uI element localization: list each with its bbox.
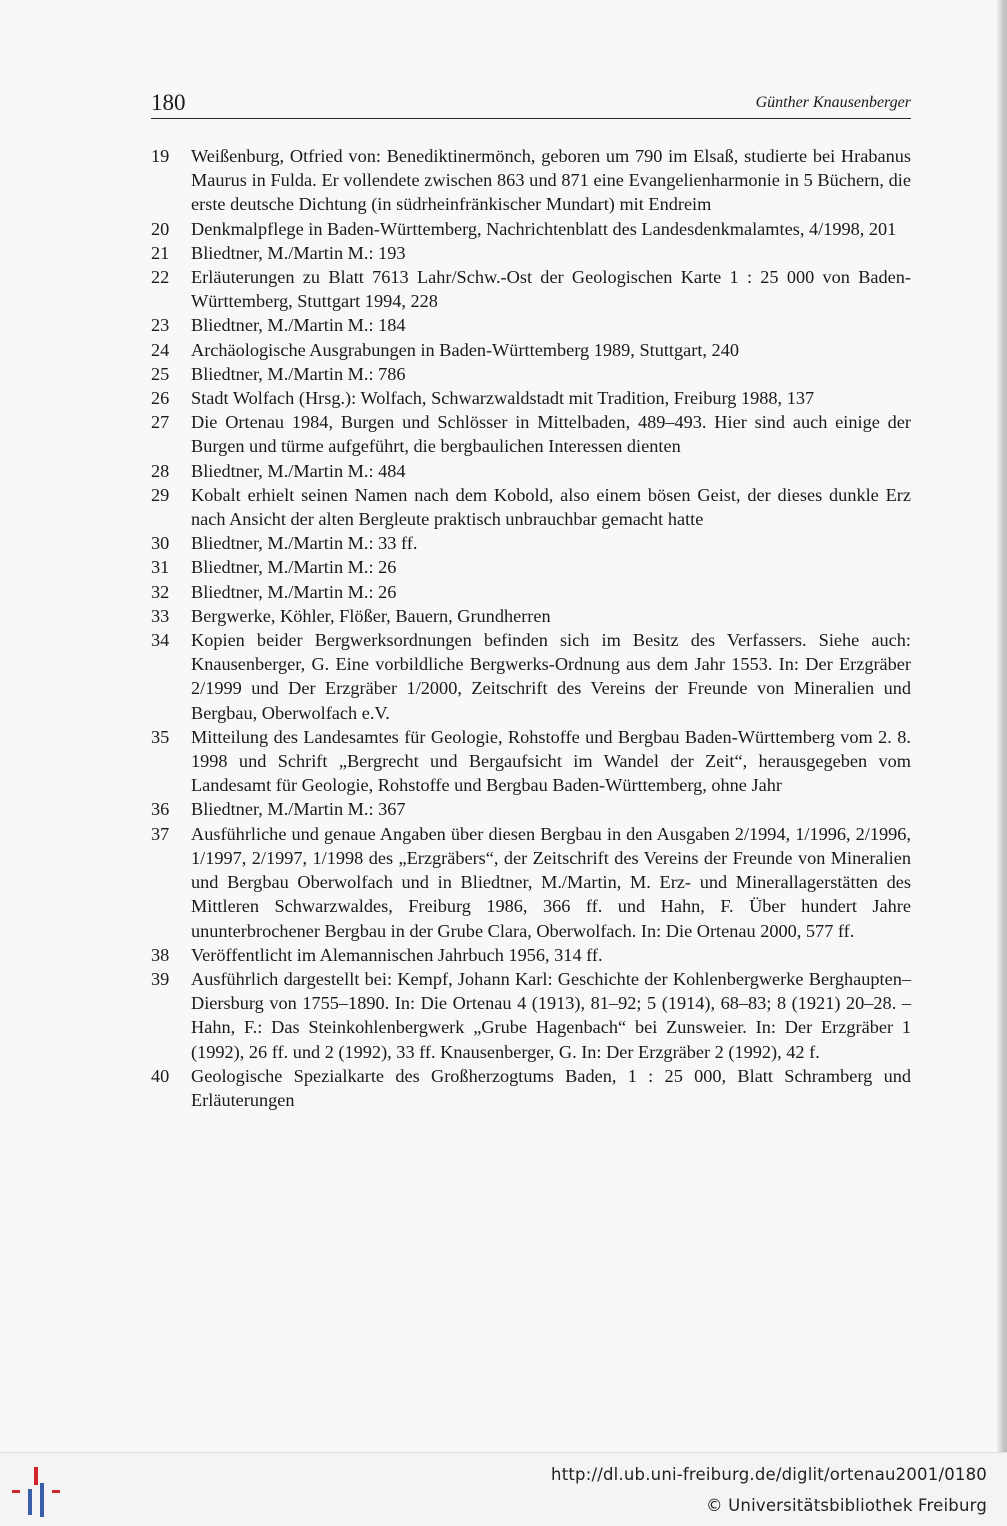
endnote-number: 25 [151, 363, 170, 384]
endnote-35 [151, 725, 911, 798]
endnote-number: 19 [151, 146, 170, 166]
endnote-text: Bergwerke, Köhler, Flößer, Bauern, Grundherren [191, 605, 551, 626]
page-edge [997, 0, 1007, 1452]
endnote-text: Ausführliche und genaue Angaben über diesen Bergbau in den Ausgaben 2/1994, 1/1996, 2/1996, 1/1997, 2/1997, 1/1998 des „Erzgräbers“, der Zeitschrift des Vereins der Freunde von Mineralien und Bergbau Oberwolfach und in Bliedtner, M./Martin, M. Erz- und Minerallagerstätten des Mittleren Schwarzwaldes, Freiburg 1986, 366 ff. und Hahn, F. Über hundert Jahre ununterbrochener Bergbau in der Grube Clara, Oberwolfach. In: Die Ortenau 2000, 577 ff. [191, 823, 911, 941]
endnote-36 [151, 797, 911, 821]
endnote-number: 24 [151, 339, 170, 360]
endnote-text: Stadt Wolfach (Hrsg.): Wolfach, Schwarzwaldstadt mit Tradition, Freiburg 1988, 137 [191, 388, 815, 409]
endnote-text: Weißenburg, Otfried von: Benediktinermönch, geboren um 790 im Elsaß, studierte bei Hrabanus Maurus in Fulda. Er vollendete zwischen 863 und 871 eine Evangelienharmonie in 5 Büchern, die erste deutsche Dichtung (in südrheinfränkischer Mundart) mit Endreim [191, 146, 911, 215]
endnote-text: Ausführlich dargestellt bei: Kempf, Johann Karl: Geschichte der Kohlenbergwerke Berghaupten–Diersburg von 1755–1890. In: Die Ortenau 4 (1913), 81–92; 5 (1914), 68–83; 8 (1921) 20–28. – Hahn, F.: Das Steinkohlenbergwerk „Grube Hagenbach“ bei Zunsweier. In: Der Erzgräber 1 (1992), 26 ff. und 2 (1992), 33 ff. Knausenberger, G. In: Der Erzgräber 2 (1992), 42 f. [191, 968, 911, 1062]
endnote-number: 39 [151, 968, 170, 989]
page-number: 180 [151, 90, 186, 115]
endnote-21 [151, 241, 911, 265]
ub-freiburg-logo-icon[interactable] [12, 1467, 64, 1517]
endnote-text: Veröffentlicht im Alemannischen Jahrbuch 1956, 314 ff. [191, 944, 603, 965]
endnote-number: 34 [151, 630, 170, 651]
logo-bar-blue-left [28, 1489, 32, 1515]
endnote-number: 20 [151, 218, 170, 239]
logo-bar-red-top [34, 1467, 38, 1485]
endnote-number: 27 [151, 412, 170, 433]
endnote-number: 36 [151, 799, 170, 820]
endnote-31 [151, 555, 911, 579]
endnote-19 [151, 144, 911, 217]
endnote-number: 32 [151, 581, 170, 602]
endnote-number: 28 [151, 460, 170, 481]
endnote-33 [151, 604, 911, 628]
endnote-27 [151, 410, 911, 458]
endnotes-list [151, 144, 911, 1112]
endnote-number: 37 [151, 823, 170, 844]
endnote-number: 40 [151, 1065, 170, 1086]
endnote-25 [151, 362, 911, 386]
endnote-text: Mitteilung des Landesamtes für Geologie, Rohstoffe und Bergbau Baden-Württemberg vom 2. 8. 1998 und Schrift „Bergrecht und Bergaufsicht im Wandel der Zeit“, herausgegeben vom Landesamt für Geologie, Rohstoffe und Bergbau Baden-Württemberg, ohne Jahr [191, 726, 911, 796]
endnote-text: Bliedtner, M./Martin M.: 26 [191, 581, 397, 602]
endnote-text: Kopien beider Bergwerksordnungen befinden sich im Besitz des Verfassers. Siehe auch: Knausenberger, G. Eine vorbildliche Bergwerks-Ordnung aus dem Jahr 1553. In: Der Erzgräber 2/1999 und Der Erzgräber 1/2000, Zeitschrift des Vereins der Freunde von Mineralien und Bergbau, Oberwolfach e.V. [191, 630, 911, 723]
endnote-30 [151, 531, 911, 555]
endnote-number: 33 [151, 605, 170, 626]
endnote-number: 38 [151, 944, 170, 965]
endnote-28 [151, 459, 911, 483]
endnote-32 [151, 580, 911, 604]
logo-bar-left [12, 1490, 20, 1493]
endnote-number: 31 [151, 557, 170, 578]
endnote-text: Erläuterungen zu Blatt 7613 Lahr/Schw.-Ost der Geologischen Karte 1 : 25 000 von Baden-Württemberg, Stuttgart 1994, 228 [191, 267, 911, 312]
endnote-26 [151, 386, 911, 410]
running-head: Günther Knausenberger [755, 94, 911, 111]
endnote-text: Bliedtner, M./Martin M.: 184 [191, 315, 406, 336]
endnote-text: Die Ortenau 1984, Burgen und Schlösser in Mittelbaden, 489–493. Hier sind auch einige der Burgen und türme aufgeführt, die bergbaulichen Interessen dienten [191, 412, 911, 457]
endnote-37 [151, 822, 911, 943]
endnote-text: Bliedtner, M./Martin M.: 193 [191, 242, 406, 263]
endnote-number: 30 [151, 533, 170, 554]
endnote-number: 29 [151, 484, 170, 505]
endnote-text: Bliedtner, M./Martin M.: 26 [191, 557, 397, 578]
endnote-29 [151, 483, 911, 531]
endnote-39 [151, 967, 911, 1064]
logo-bar-blue-main [40, 1483, 44, 1517]
copyright-notice: © Universitätsbibliothek Freiburg [705, 1496, 987, 1515]
endnote-text: Bliedtner, M./Martin M.: 786 [191, 363, 406, 384]
endnote-24 [151, 338, 911, 362]
logo-bar-right [52, 1490, 60, 1493]
endnote-number: 26 [151, 388, 170, 409]
endnote-text: Geologische Spezialkarte des Großherzogtums Baden, 1 : 25 000, Blatt Schramberg und Erläuterungen [191, 1065, 911, 1110]
endnote-text: Bliedtner, M./Martin M.: 484 [191, 460, 406, 481]
endnote-number: 23 [151, 315, 170, 336]
endnote-text: Kobalt erhielt seinen Namen nach dem Kobold, also einem bösen Geist, der dieses dunkle Erz nach Ansicht der alten Bergleute praktisch unbrauchbar gemacht hatte [191, 484, 911, 530]
endnote-23 [151, 313, 911, 337]
endnote-22 [151, 265, 911, 313]
endnote-20 [151, 217, 911, 241]
endnote-text: Denkmalpflege in Baden-Württemberg, Nachrichtenblatt des Landesdenkmalamtes, 4/1998, 201 [191, 218, 897, 239]
endnote-40 [151, 1064, 911, 1112]
endnote-text: Bliedtner, M./Martin M.: 33 ff. [191, 533, 418, 554]
footer-bar [0, 1452, 1007, 1526]
endnote-number: 21 [151, 242, 170, 263]
page-header [151, 88, 911, 119]
endnote-34 [151, 628, 911, 725]
endnote-38 [151, 943, 911, 967]
endnote-text: Bliedtner, M./Martin M.: 367 [191, 799, 406, 820]
endnote-number: 35 [151, 726, 170, 747]
source-url-link[interactable]: http://dl.ub.uni-freiburg.de/diglit/ortenau2001/0180 [551, 1465, 987, 1484]
endnote-text: Archäologische Ausgrabungen in Baden-Württemberg 1989, Stuttgart, 240 [191, 339, 739, 360]
endnote-number: 22 [151, 267, 170, 288]
